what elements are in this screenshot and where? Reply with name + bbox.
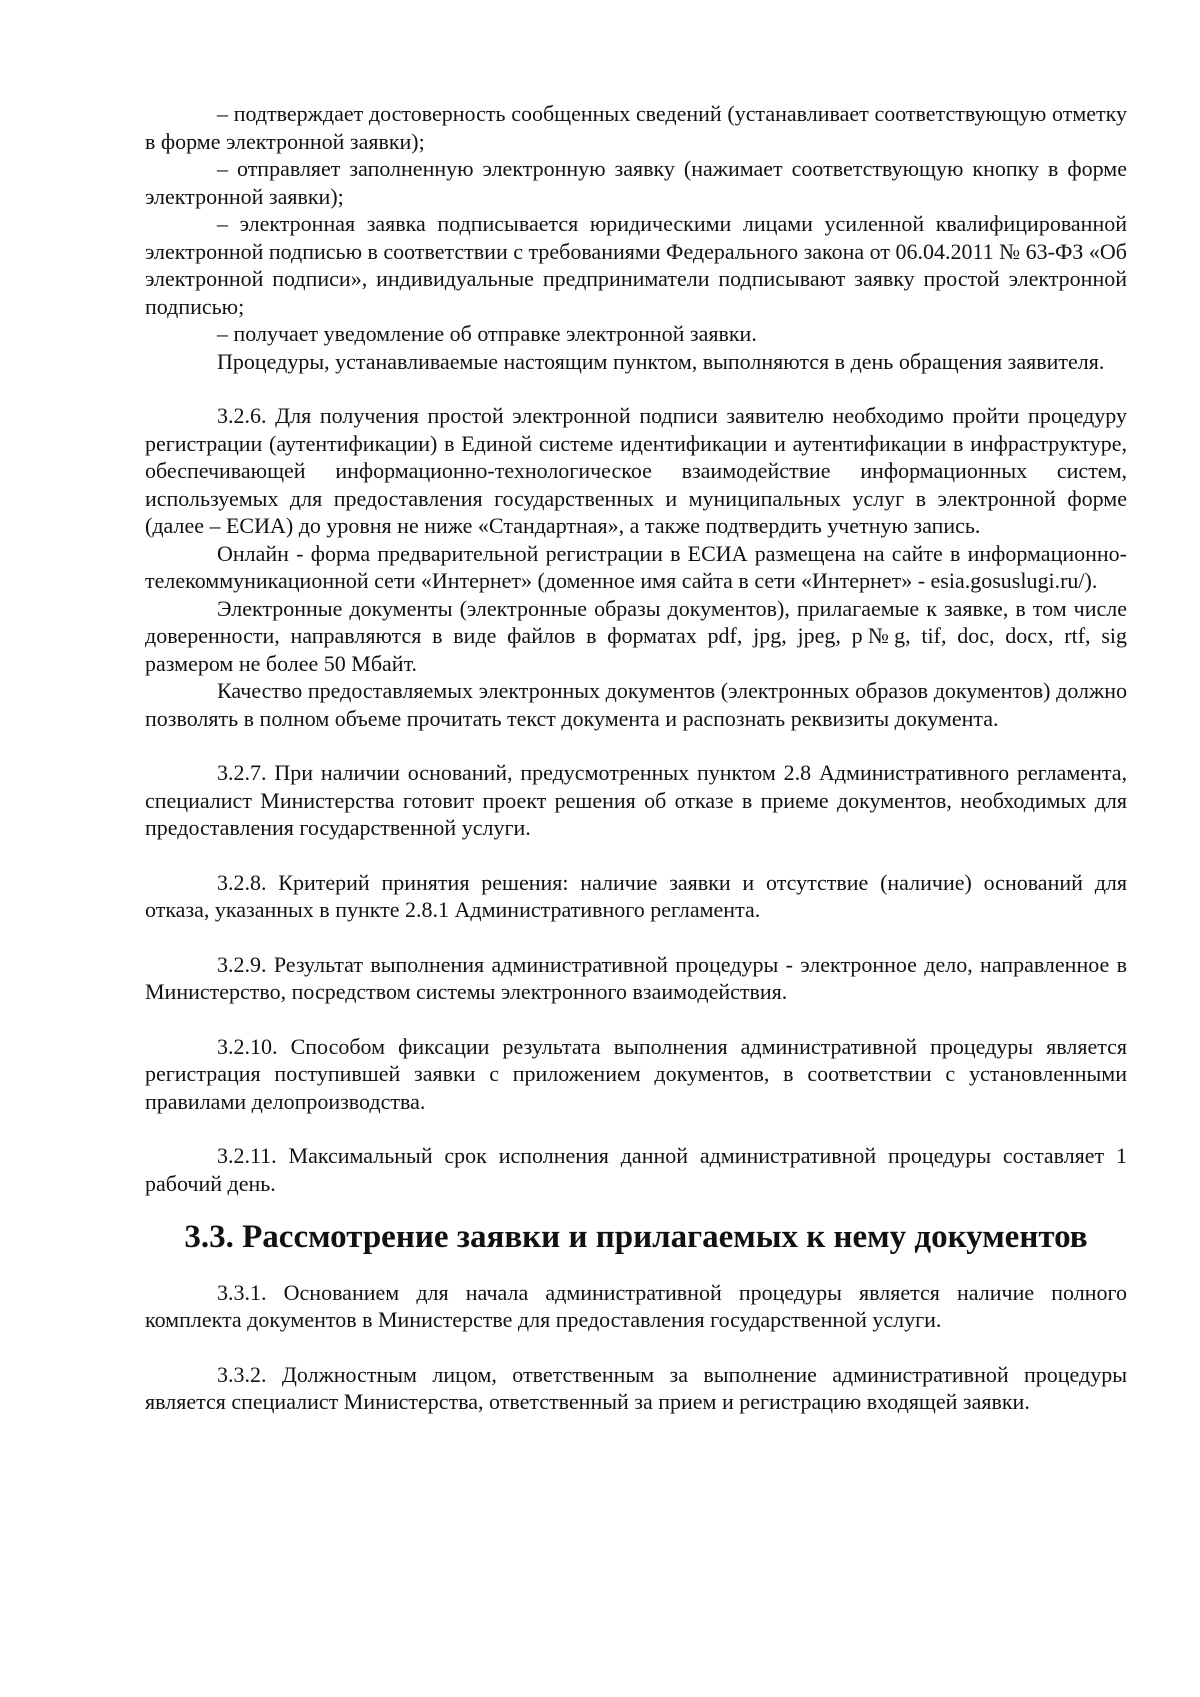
paragraph-esia-online: Онлайн - форма предварительной регистрации в ЕСИА размещена на сайте в информационно-телекоммуникационной сети «Интернет» (доменное имя сайта в сети «Интернет» - esia.gosuslugi.ru/). xyxy=(145,540,1127,593)
paragraph-3-2-9: 3.2.9. Результат выполнения административной процедуры - электронное дело, направленное в Министерство, посредством системы электронного взаимодействия. xyxy=(145,951,1127,1004)
section-heading-3-3: 3.3. Рассмотрение заявки и прилагаемых к нему документов xyxy=(184,1219,1088,1255)
document-page xyxy=(145,100,1127,1416)
paragraph-3-2-8: 3.2.8. Критерий принятия решения: наличие заявки и отсутствие (наличие) оснований для отказа, указанных в пункте 2.8.1 Административного регламента. xyxy=(145,869,1127,922)
paragraph-3-3-2: 3.3.2. Должностным лицом, ответственным за выполнение административной процедуры является специалист Министерства, ответственный за прием и регистрацию входящей заявки. xyxy=(145,1361,1127,1414)
paragraph-3-2-10: 3.2.10. Способом фиксации результата выполнения административной процедуры является регистрация поступившей заявки с приложением документов, в соответствии с установленными правилами делопроизводства. xyxy=(145,1033,1127,1114)
paragraph-confirm: – подтверждает достоверность сообщенных сведений (устанавливает соответствующую отметку в форме электронной заявки); xyxy=(145,101,1127,154)
paragraph-electronic-docs: Электронные документы (электронные образы документов), прилагаемые к заявке, в том числе доверенности, направляются в виде файлов в форматах pdf, jpg, jpeg, p№g, tif, doc, docx, rtf, sig размером не более 50 Мбайт. xyxy=(145,595,1127,676)
paragraph-3-2-11: 3.2.11. Максимальный срок исполнения данной административной процедуры составляет 1 рабочий день. xyxy=(145,1143,1127,1196)
paragraph-3-2-7: 3.2.7. При наличии оснований, предусмотренных пунктом 2.8 Административного регламента, специалист Министерства готовит проект решения об отказе в приеме документов, необходимых для предоставления государственной услуги. xyxy=(145,760,1127,840)
paragraph-3-2-6: 3.2.6. Для получения простой электронной подписи заявителю необходимо пройти процедуру регистрации (аутентификации) в Единой системе идентификации и аутентификации в инфраструктуре, обеспечивающей информационно-технологическое взаимодействие информационных систем, используемых для предоставления государственных и муниципальных услуг в электронной форме (далее – ЕСИА) до уровня не ниже «Стандартная», а также подтвердить учетную запись. xyxy=(145,403,1127,538)
paragraph-send: – отправляет заполненную электронную заявку (нажимает соответствующую кнопку в форме электронной заявки); xyxy=(145,156,1127,209)
paragraph-3-3-1: 3.3.1. Основанием для начала административной процедуры является наличие полного комплекта документов в Министерстве для предоставления государственной услуги. xyxy=(145,1279,1127,1332)
paragraph-doc-quality: Качество предоставляемых электронных документов (электронных образов документов) должно позволять в полном объеме прочитать текст документа и распознать реквизиты документа. xyxy=(145,678,1127,731)
paragraph-signature: – электронная заявка подписывается юридическими лицами усиленной квалифицированной электронной подписью в соответствии с требованиями Федерального закона от 06.04.2011 № 63-ФЗ «Об электронной подписи», индивидуальные предприниматели подписывают заявку простой электронной подписью; xyxy=(145,211,1127,319)
paragraph-notification: – получает уведомление об отправке электронной заявки. xyxy=(217,321,757,346)
paragraph-procedures: Процедуры, устанавливаемые настоящим пунктом, выполняются в день обращения заявителя. xyxy=(217,348,1105,374)
